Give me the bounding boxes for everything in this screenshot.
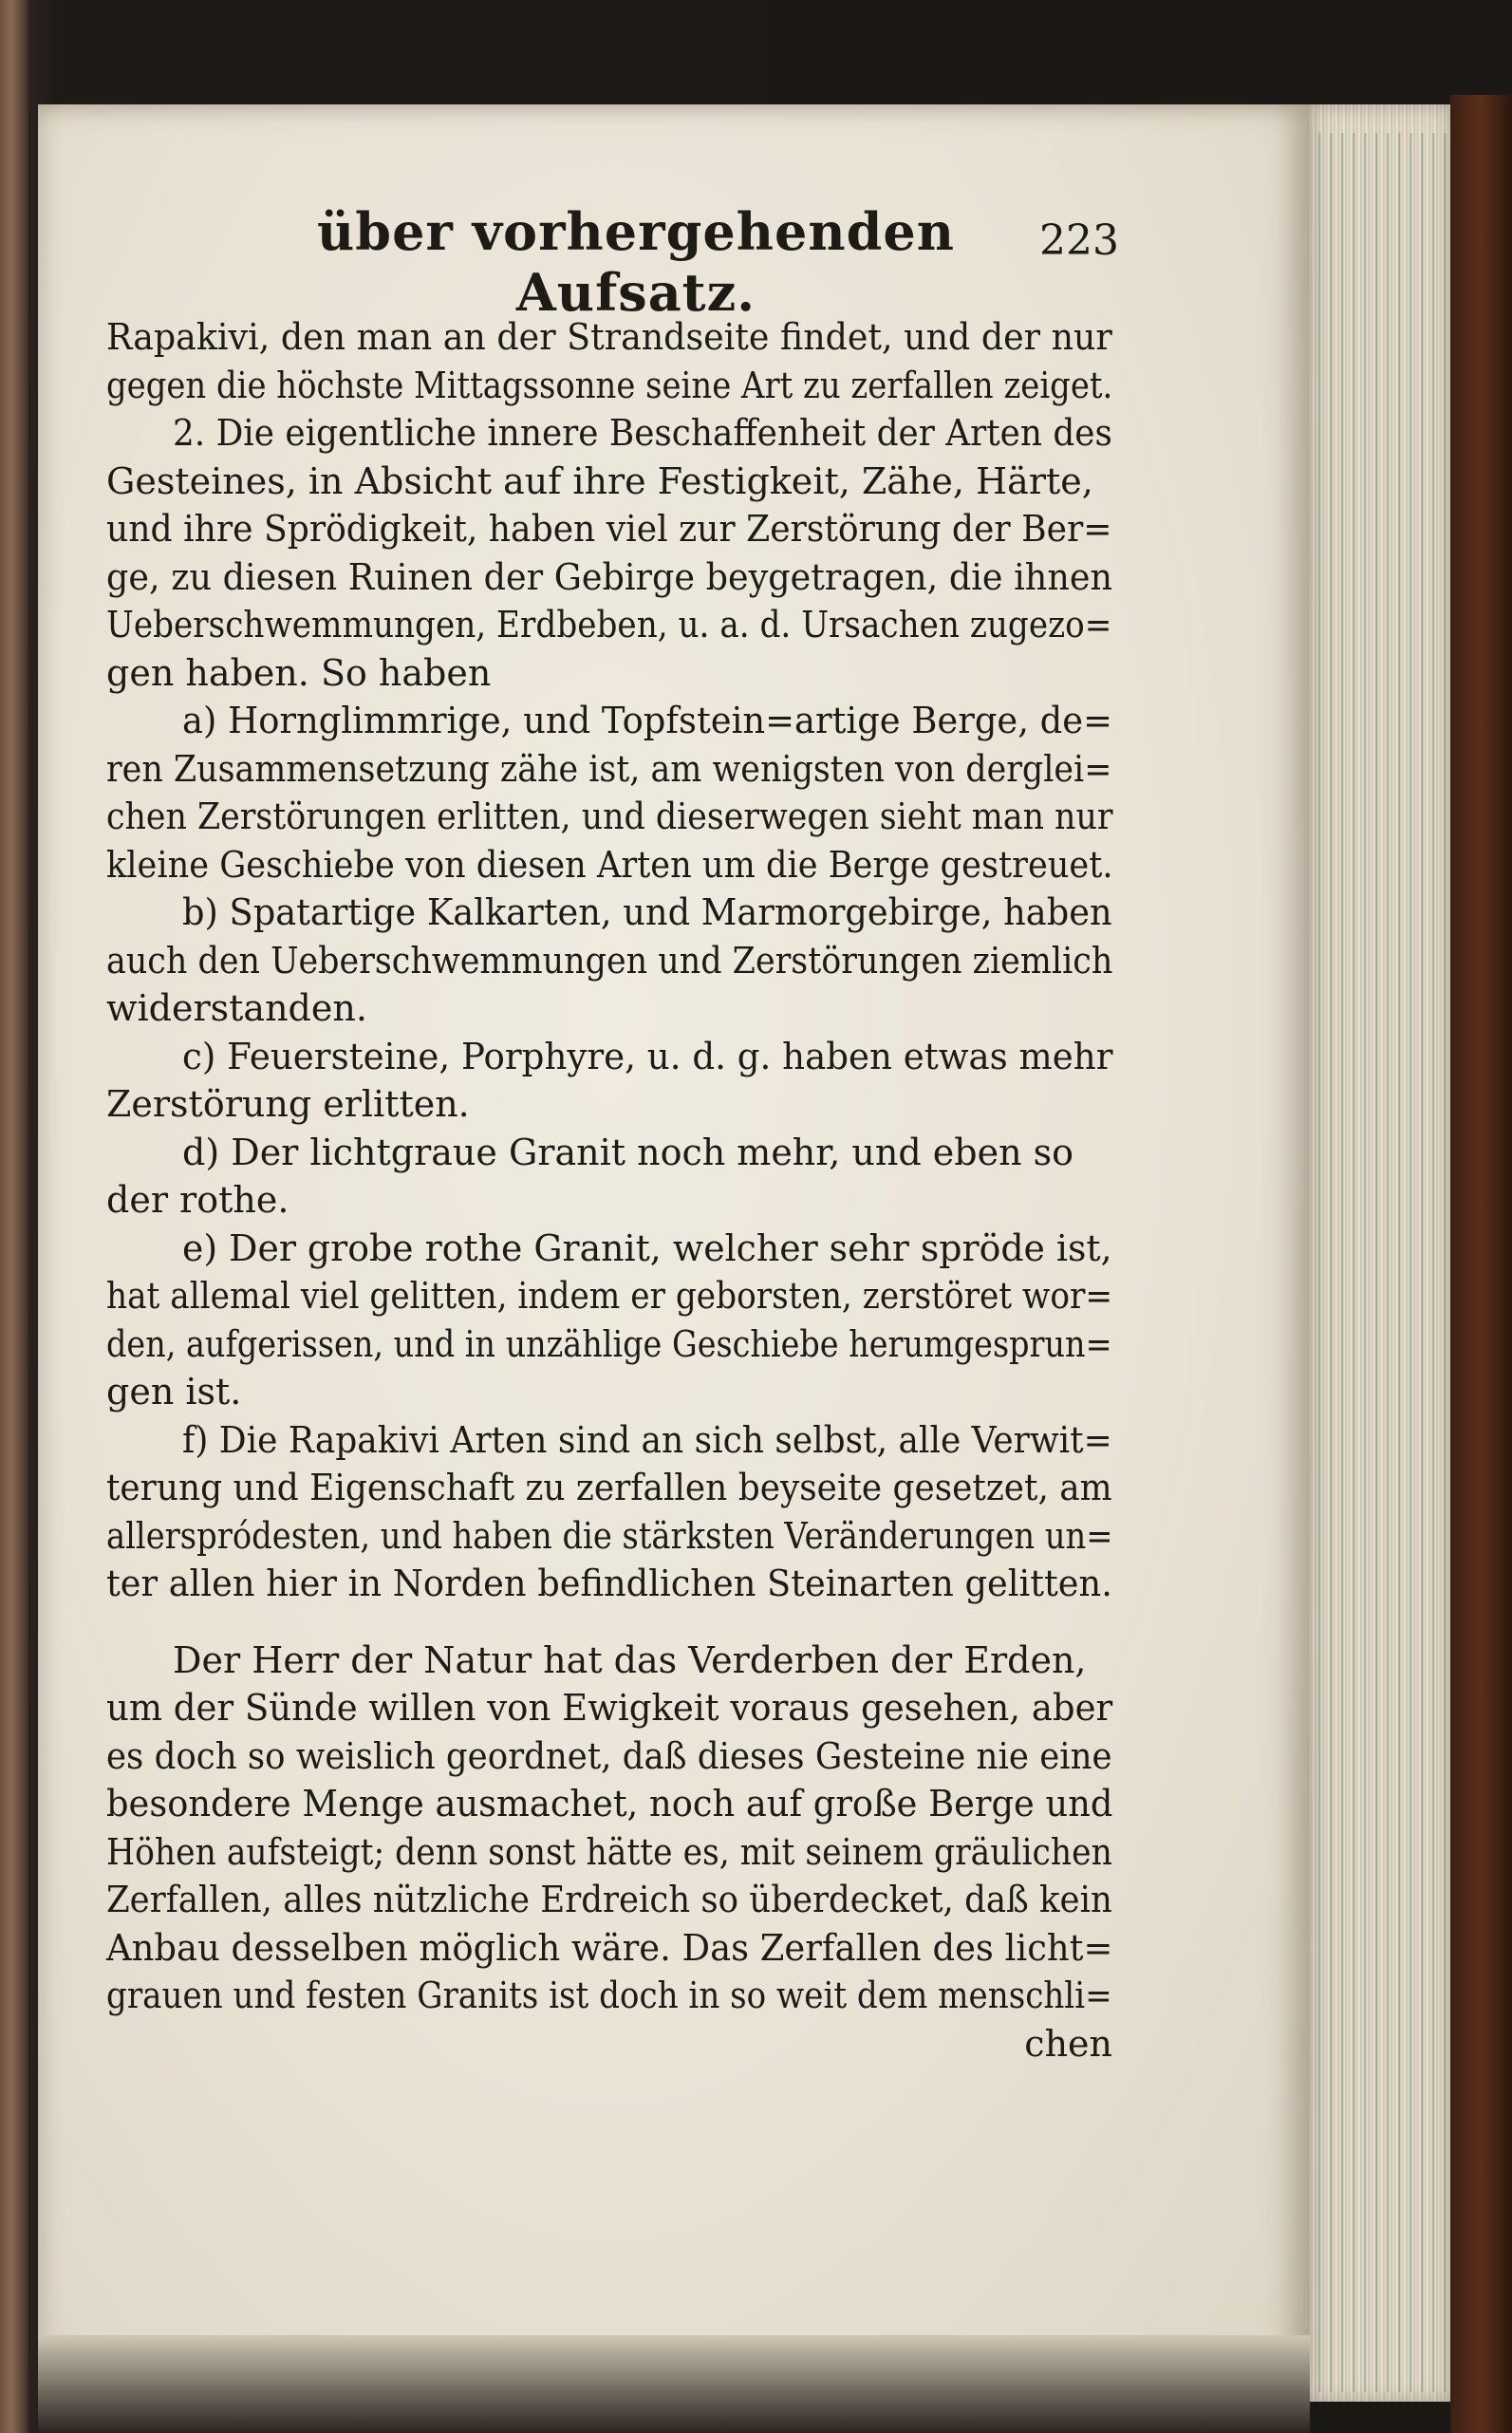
text-line: 2. Die eigentliche innere Beschaffenheit der Arten des bbox=[173, 412, 1112, 454]
text-line: d) Der lichtgraue Granit noch mehr, und eben so bbox=[182, 1131, 1074, 1173]
text-line: chen Zerstörungen erlitten, und dieserwegen sieht man nur bbox=[106, 795, 1113, 837]
text-line: Zerfallen, alles nützliche Erdreich so überdecket, daß kein bbox=[106, 1879, 1112, 1920]
text-line: es doch so weislich geordnet, daß dieses Gesteine nie eine bbox=[106, 1734, 1112, 1777]
text-line: f) Die Rapakivi Arten sind an sich selbst, alle Verwit= bbox=[182, 1418, 1112, 1461]
page-bottom-shadow bbox=[38, 2335, 1310, 2433]
text-line: um der Sünde willen von Ewigkeit voraus gesehen, aber bbox=[106, 1687, 1113, 1729]
body-text bbox=[106, 313, 1112, 2068]
text-line: terung und Eigenschaft zu zerfallen beyseite gesetzet, am bbox=[106, 1467, 1112, 1508]
text-line: gen haben. So haben bbox=[106, 651, 492, 694]
text-line: kleine Geschiebe von diesen Arten um die Berge gestreuet. bbox=[106, 843, 1113, 886]
text-line: e) Der grobe rothe Granit, welcher sehr spröde ist, bbox=[182, 1226, 1112, 1269]
text-line: hat allemal viel gelitten, indem er geborsten, zerstöret wor= bbox=[106, 1275, 1113, 1317]
text-line: besondere Menge ausmachet, noch auf große Berge und bbox=[106, 1783, 1113, 1825]
text-line: gegen die höchste Mittagssonne seine Art zu zerfallen zeiget. bbox=[106, 364, 1113, 406]
page-number: 223 bbox=[1039, 216, 1119, 265]
text-line: widerstanden. bbox=[106, 987, 367, 1029]
text-line: den, aufgerissen, und in unzählige Geschiebe herumgesprun= bbox=[106, 1322, 1112, 1365]
text-line: ter allen hier in Norden befindlichen Steinarten gelitten. bbox=[106, 1563, 1112, 1604]
text-line: allerspródesten, und haben die stärksten Veränderungen un= bbox=[106, 1514, 1113, 1557]
text-line: Zerstörung erlitten. bbox=[106, 1083, 470, 1125]
left-page-edge bbox=[0, 0, 28, 2433]
fore-edge-tint bbox=[1310, 133, 1452, 2392]
book-cover bbox=[1450, 95, 1512, 2433]
text-line: Gesteines, in Absicht auf ihre Festigkeit, Zähe, Härte, bbox=[106, 459, 1093, 502]
text-line: c) Feuersteine, Porphyre, u. d. g. haben etwas mehr bbox=[182, 1035, 1113, 1077]
text-line: b) Spatartige Kalkarten, und Marmorgebirge, haben bbox=[182, 891, 1112, 933]
text-line: der rothe. bbox=[106, 1179, 289, 1221]
text-line: grauen und festen Granits ist doch in so weit dem menschli= bbox=[106, 1974, 1112, 2016]
paragraph-gap bbox=[106, 1608, 1112, 1637]
text-line: gen ist. bbox=[106, 1371, 242, 1413]
text-line: ge, zu diesen Ruinen der Gebirge beygetragen, die ihnen bbox=[106, 555, 1112, 598]
text-line: a) Hornglimmrige, und Topfstein=artige Berge, de= bbox=[182, 700, 1112, 741]
text-line: auch den Ueberschwemmungen und Zerstörungen ziemlich bbox=[106, 939, 1113, 982]
text-line: Rapakivi, den man an der Strandseite findet, und der nur bbox=[106, 316, 1112, 358]
text-line: Höhen aufsteigt; denn sonst hätte es, mit seinem gräulichen bbox=[106, 1830, 1112, 1873]
text-line: Ueberschwemmungen, Erdbeben, u. a. d. Ursachen zugezo= bbox=[106, 604, 1112, 646]
text-line: und ihre Sprödigkeit, haben viel zur Zerstörung der Ber= bbox=[106, 508, 1112, 550]
running-header: über vorhergehenden Aufsatz. bbox=[317, 201, 955, 323]
text-line: ren Zusammensetzung zähe ist, am wenigsten von derglei= bbox=[106, 747, 1112, 790]
catchword: chen bbox=[1024, 2022, 1112, 2065]
text-line: Anbau desselben möglich wäre. Das Zerfallen des licht= bbox=[106, 1926, 1113, 1969]
text-line: Der Herr der Natur hat das Verderben der Erden, bbox=[173, 1638, 1087, 1681]
